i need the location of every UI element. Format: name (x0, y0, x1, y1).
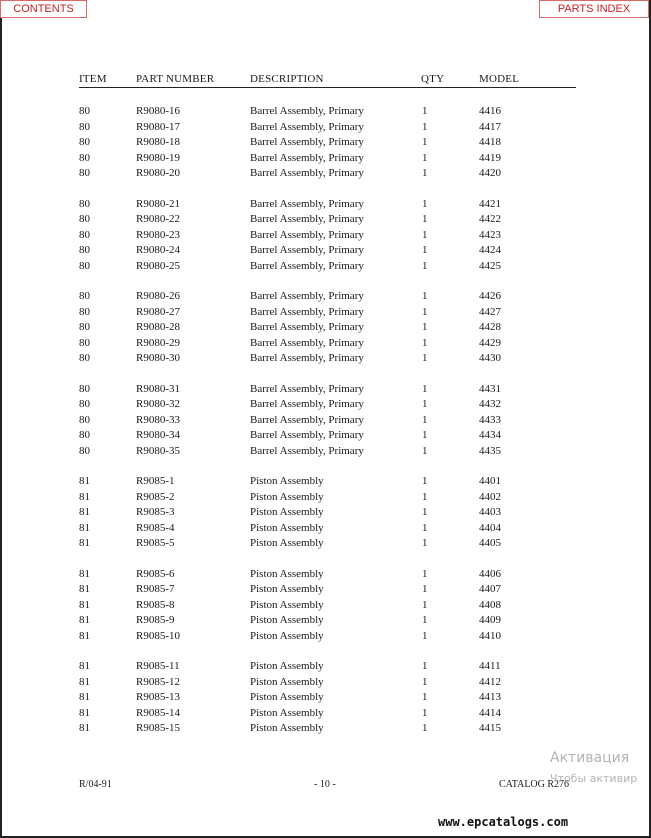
cell-description: Piston Assembly (250, 706, 324, 719)
cell-item: 80 (79, 321, 90, 333)
table-row (79, 567, 576, 583)
cell-description: Barrel Assembly, Primary (250, 429, 364, 441)
cell-model: 4430 (479, 352, 501, 364)
cell-model: 4417 (479, 120, 501, 133)
cell-item: 81 (79, 614, 90, 626)
cell-item: 80 (79, 213, 90, 225)
cell-part-number: R9080-32 (136, 398, 180, 410)
cell-model: 4401 (479, 475, 501, 487)
watermark-line-2: Чтобы активир (550, 772, 638, 785)
cell-description: Piston Assembly (250, 506, 324, 518)
cell-model: 4425 (479, 259, 501, 272)
cell-description: Piston Assembly (250, 537, 324, 549)
cell-description: Barrel Assembly, Primary (250, 228, 364, 241)
cell-model: 4427 (479, 305, 501, 318)
cell-model: 4432 (479, 398, 501, 410)
cell-description: Piston Assembly (250, 722, 324, 734)
cell-item: 80 (79, 290, 90, 302)
cell-qty: 1 (422, 105, 428, 117)
cell-qty: 1 (422, 321, 428, 333)
cell-part-number: R9085-2 (136, 490, 175, 503)
cell-description: Barrel Assembly, Primary (250, 105, 364, 117)
footer-date: R/04-91 (79, 779, 112, 790)
table-row (79, 382, 576, 398)
cell-qty: 1 (422, 660, 428, 672)
cell-item: 81 (79, 490, 90, 503)
cell-part-number: R9080-16 (136, 105, 180, 117)
cell-part-number: R9085-15 (136, 722, 180, 734)
cell-description: Piston Assembly (250, 675, 324, 688)
cell-description: Barrel Assembly, Primary (250, 213, 364, 225)
table-row (79, 243, 576, 259)
row-group (79, 659, 576, 752)
parts-index-button[interactable]: PARTS INDEX (539, 0, 649, 18)
table-row (79, 659, 576, 675)
cell-part-number: R9085-13 (136, 691, 180, 703)
cell-qty: 1 (422, 521, 428, 534)
cell-model: 4416 (479, 105, 501, 117)
cell-part-number: R9080-35 (136, 444, 180, 457)
cell-description: Piston Assembly (250, 614, 324, 626)
cell-qty: 1 (422, 213, 428, 225)
cell-item: 80 (79, 244, 90, 256)
table-row (79, 613, 576, 629)
cell-part-number: R9080-18 (136, 136, 180, 148)
cell-item: 81 (79, 629, 90, 642)
cell-qty: 1 (422, 691, 428, 703)
cell-description: Piston Assembly (250, 598, 324, 611)
cell-model: 4426 (479, 290, 501, 302)
table-row (79, 706, 576, 722)
cell-qty: 1 (422, 244, 428, 256)
cell-part-number: R9085-10 (136, 629, 180, 642)
table-row (79, 690, 576, 706)
cell-model: 4411 (479, 660, 501, 672)
table-row (79, 582, 576, 598)
header-qty: QTY (421, 73, 445, 85)
cell-item: 81 (79, 722, 90, 734)
cell-description: Barrel Assembly, Primary (250, 290, 364, 302)
cell-qty: 1 (422, 305, 428, 318)
cell-model: 4407 (479, 583, 501, 595)
cell-model: 4420 (479, 167, 501, 179)
table-row (79, 212, 576, 228)
cell-part-number: R9085-1 (136, 475, 175, 487)
cell-description: Barrel Assembly, Primary (250, 321, 364, 333)
cell-model: 4413 (479, 691, 501, 703)
activation-watermark (550, 750, 637, 785)
cell-model: 4406 (479, 567, 501, 580)
cell-qty: 1 (422, 167, 428, 179)
cell-part-number: R9085-6 (136, 567, 175, 580)
cell-part-number: R9085-7 (136, 583, 175, 595)
cell-model: 4402 (479, 490, 501, 503)
table-row (79, 289, 576, 305)
cell-description: Barrel Assembly, Primary (250, 398, 364, 410)
cell-qty: 1 (422, 197, 428, 210)
table-row (79, 474, 576, 490)
cell-qty: 1 (422, 398, 428, 410)
cell-qty: 1 (422, 228, 428, 241)
table-row (79, 505, 576, 521)
table-row (79, 444, 576, 460)
row-group (79, 289, 576, 382)
cell-part-number: R9085-11 (136, 660, 180, 672)
cell-description: Barrel Assembly, Primary (250, 352, 364, 364)
cell-item: 81 (79, 537, 90, 549)
row-group (79, 382, 576, 475)
cell-item: 80 (79, 398, 90, 410)
cell-qty: 1 (422, 537, 428, 549)
cell-model: 4414 (479, 706, 501, 719)
cell-model: 4433 (479, 413, 501, 426)
site-url: www.epcatalogs.com (438, 815, 569, 829)
cell-item: 81 (79, 675, 90, 688)
cell-part-number: R9085-9 (136, 614, 175, 626)
table-row (79, 397, 576, 413)
cell-model: 4412 (479, 675, 501, 688)
cell-qty: 1 (422, 706, 428, 719)
cell-part-number: R9080-27 (136, 305, 180, 318)
cell-description: Piston Assembly (250, 475, 324, 487)
cell-model: 4435 (479, 444, 501, 457)
cell-part-number: R9085-5 (136, 537, 175, 549)
table-row (79, 721, 576, 737)
cell-description: Piston Assembly (250, 521, 324, 534)
cell-model: 4431 (479, 382, 501, 395)
cell-item: 80 (79, 382, 90, 395)
cell-description: Piston Assembly (250, 660, 324, 672)
cell-qty: 1 (422, 352, 428, 364)
cell-model: 4429 (479, 336, 501, 349)
cell-description: Piston Assembly (250, 629, 324, 642)
cell-part-number: R9080-28 (136, 321, 180, 333)
cell-item: 81 (79, 660, 90, 672)
table-row (79, 675, 576, 691)
cell-part-number: R9080-26 (136, 290, 180, 302)
cell-qty: 1 (422, 413, 428, 426)
cell-item: 80 (79, 336, 90, 349)
watermark-line-1: Активация (550, 750, 630, 766)
cell-qty: 1 (422, 151, 428, 164)
cell-item: 80 (79, 197, 90, 210)
cell-part-number: R9080-29 (136, 336, 180, 349)
cell-description: Barrel Assembly, Primary (250, 167, 364, 179)
table-row (79, 104, 576, 120)
cell-part-number: R9080-25 (136, 259, 180, 272)
cell-item: 80 (79, 259, 90, 272)
cell-description: Barrel Assembly, Primary (250, 305, 364, 318)
cell-model: 4409 (479, 614, 501, 626)
cell-description: Piston Assembly (250, 567, 324, 580)
row-group (79, 104, 576, 197)
cell-part-number: R9085-14 (136, 706, 180, 719)
cell-qty: 1 (422, 629, 428, 642)
cell-part-number: R9080-19 (136, 151, 180, 164)
cell-item: 80 (79, 444, 90, 457)
cell-part-number: R9080-20 (136, 167, 180, 179)
table-row (79, 166, 576, 182)
cell-qty: 1 (422, 136, 428, 148)
table-row (79, 120, 576, 136)
cell-qty: 1 (422, 382, 428, 395)
cell-model: 4405 (479, 537, 501, 549)
table-row (79, 490, 576, 506)
cell-item: 81 (79, 598, 90, 611)
cell-model: 4434 (479, 429, 501, 441)
cell-part-number: R9085-8 (136, 598, 175, 611)
cell-part-number: R9080-23 (136, 228, 180, 241)
row-group (79, 197, 576, 290)
cell-qty: 1 (422, 675, 428, 688)
cell-item: 81 (79, 521, 90, 534)
cell-item: 80 (79, 136, 90, 148)
cell-item: 80 (79, 305, 90, 318)
cell-item: 81 (79, 567, 90, 580)
cell-model: 4422 (479, 213, 501, 225)
header-model: MODEL (479, 73, 520, 85)
cell-model: 4404 (479, 521, 501, 534)
table-row (79, 151, 576, 167)
cell-part-number: R9080-31 (136, 382, 180, 395)
cell-description: Barrel Assembly, Primary (250, 120, 364, 133)
table-row (79, 305, 576, 321)
cell-model: 4408 (479, 598, 501, 611)
cell-qty: 1 (422, 614, 428, 626)
table-row (79, 320, 576, 336)
cell-description: Barrel Assembly, Primary (250, 382, 364, 395)
cell-part-number: R9080-22 (136, 213, 180, 225)
table-row (79, 259, 576, 275)
table-row (79, 351, 576, 367)
cell-item: 81 (79, 691, 90, 703)
cell-qty: 1 (422, 567, 428, 580)
cell-description: Barrel Assembly, Primary (250, 151, 364, 164)
footer-page-number: - 10 - (314, 779, 336, 790)
cell-model: 4410 (479, 629, 501, 642)
cell-item: 81 (79, 475, 90, 487)
cell-part-number: R9085-4 (136, 521, 175, 534)
cell-model: 4424 (479, 244, 501, 256)
header-description: DESCRIPTION (250, 73, 324, 85)
contents-button[interactable]: CONTENTS (0, 0, 87, 18)
table-row (79, 413, 576, 429)
table-row (79, 135, 576, 151)
cell-description: Piston Assembly (250, 583, 324, 595)
cell-item: 80 (79, 120, 90, 133)
cell-model: 4421 (479, 197, 501, 210)
table-row (79, 228, 576, 244)
page-footer (79, 779, 576, 793)
cell-qty: 1 (422, 506, 428, 518)
table-row (79, 336, 576, 352)
cell-qty: 1 (422, 475, 428, 487)
cell-description: Barrel Assembly, Primary (250, 136, 364, 148)
cell-qty: 1 (422, 598, 428, 611)
cell-description: Piston Assembly (250, 691, 324, 703)
table-row (79, 598, 576, 614)
table-row (79, 536, 576, 552)
cell-description: Barrel Assembly, Primary (250, 197, 364, 210)
parts-table-body (79, 104, 576, 752)
cell-model: 4419 (479, 151, 501, 164)
cell-part-number: R9085-12 (136, 675, 180, 688)
cell-item: 80 (79, 151, 90, 164)
cell-item: 80 (79, 228, 90, 241)
cell-part-number: R9080-21 (136, 197, 180, 210)
cell-qty: 1 (422, 583, 428, 595)
table-row (79, 197, 576, 213)
cell-description: Barrel Assembly, Primary (250, 444, 364, 457)
table-row (79, 629, 576, 645)
cell-qty: 1 (422, 259, 428, 272)
cell-part-number: R9080-33 (136, 413, 180, 426)
row-group (79, 474, 576, 567)
cell-qty: 1 (422, 444, 428, 457)
cell-item: 80 (79, 429, 90, 441)
cell-description: Barrel Assembly, Primary (250, 259, 364, 272)
cell-part-number: R9085-3 (136, 506, 175, 518)
cell-qty: 1 (422, 490, 428, 503)
cell-description: Barrel Assembly, Primary (250, 244, 364, 256)
row-group (79, 567, 576, 660)
cell-description: Barrel Assembly, Primary (250, 336, 364, 349)
cell-description: Piston Assembly (250, 490, 324, 503)
cell-model: 4418 (479, 136, 501, 148)
cell-qty: 1 (422, 429, 428, 441)
cell-model: 4423 (479, 228, 501, 241)
table-header (79, 73, 576, 88)
header-item: ITEM (79, 73, 107, 85)
cell-model: 4403 (479, 506, 501, 518)
cell-qty: 1 (422, 120, 428, 133)
header-part-number: PART NUMBER (136, 73, 215, 85)
cell-qty: 1 (422, 290, 428, 302)
cell-model: 4415 (479, 722, 501, 734)
cell-part-number: R9080-17 (136, 120, 180, 133)
cell-item: 80 (79, 105, 90, 117)
footer-catalog: CATALOG R276 (499, 779, 570, 790)
cell-description: Barrel Assembly, Primary (250, 413, 364, 426)
cell-item: 80 (79, 167, 90, 179)
cell-part-number: R9080-24 (136, 244, 180, 256)
cell-item: 80 (79, 352, 90, 364)
cell-part-number: R9080-30 (136, 352, 180, 364)
table-row (79, 428, 576, 444)
cell-model: 4428 (479, 321, 501, 333)
cell-item: 80 (79, 413, 90, 426)
cell-item: 81 (79, 706, 90, 719)
cell-part-number: R9080-34 (136, 429, 180, 441)
cell-qty: 1 (422, 336, 428, 349)
cell-item: 81 (79, 506, 90, 518)
cell-item: 81 (79, 583, 90, 595)
table-row (79, 521, 576, 537)
cell-qty: 1 (422, 722, 428, 734)
